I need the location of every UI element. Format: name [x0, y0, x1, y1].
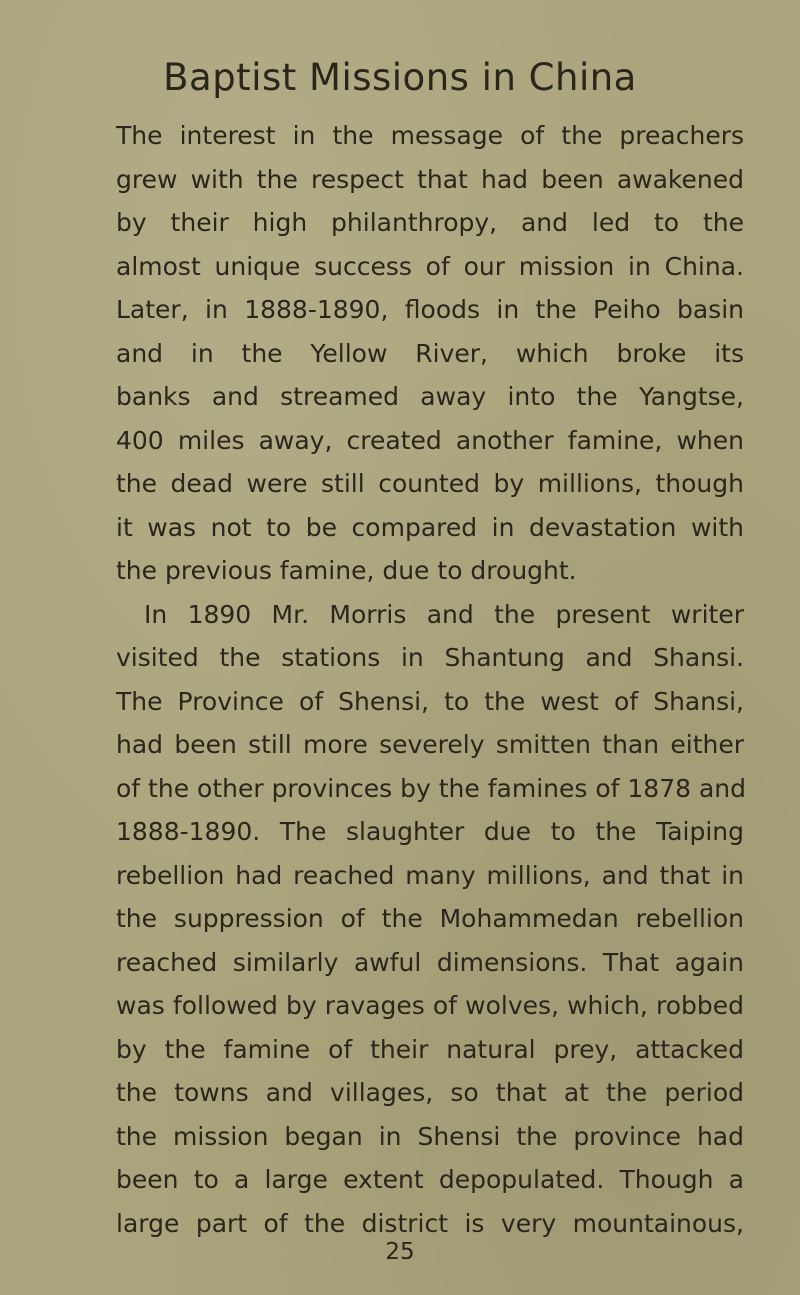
body-text — [116, 114, 744, 1245]
text-line: visited the stations in Shantung and Shansi. — [116, 643, 744, 672]
text-line: and in the Yellow River, which broke its — [116, 338, 744, 368]
text-line: Later, in 1888-1890, floods in the Peiho basin — [116, 295, 744, 324]
text-line: the towns and villages, so that at the period — [116, 1078, 744, 1107]
running-head: Baptist Missions in China — [163, 56, 637, 99]
text-line: the suppression of the Mohammedan rebellion — [116, 904, 744, 933]
text-line: banks and streamed away into the Yangtse, — [116, 382, 744, 411]
text-line: grew with the respect that had been awakened — [116, 164, 744, 194]
text-line: of the other provinces by the famines of 1878 and — [116, 773, 746, 803]
text-line: the mission began in Shensi the province had — [116, 1121, 744, 1151]
text-line: almost unique success of our mission in China. — [116, 251, 744, 281]
text-line: large part of the district is very mountainous, — [116, 1208, 744, 1238]
text-line: by their high philanthropy, and led to the — [116, 208, 744, 237]
text-line: 1888-1890. The slaughter due to the Taiping — [116, 817, 744, 846]
text-line: been to a large extent depopulated. Though a — [116, 1165, 744, 1194]
text-line: rebellion had reached many millions, and that in — [116, 860, 744, 890]
text-line: the dead were still counted by millions, though — [116, 469, 744, 498]
text-line: had been still more severely smitten than either — [116, 730, 744, 759]
paragraph-start-line: In 1890 Mr. Morris and the present writer — [144, 599, 744, 629]
paragraph-end-line: the previous famine, due to drought. — [116, 556, 577, 585]
text-line: reached similarly awful dimensions. That again — [116, 947, 744, 977]
text-line: by the famine of their natural prey, attacked — [116, 1034, 744, 1064]
text-line: it was not to be compared in devastation with — [116, 512, 744, 542]
text-line: 400 miles away, created another famine, when — [116, 425, 744, 455]
text-line: was followed by ravages of wolves, which, robbed — [116, 991, 744, 1020]
page-number: 25 — [385, 1239, 415, 1265]
text-line: The Province of Shensi, to the west of Shansi, — [116, 686, 744, 716]
text-line: The interest in the message of the preachers — [116, 121, 744, 150]
